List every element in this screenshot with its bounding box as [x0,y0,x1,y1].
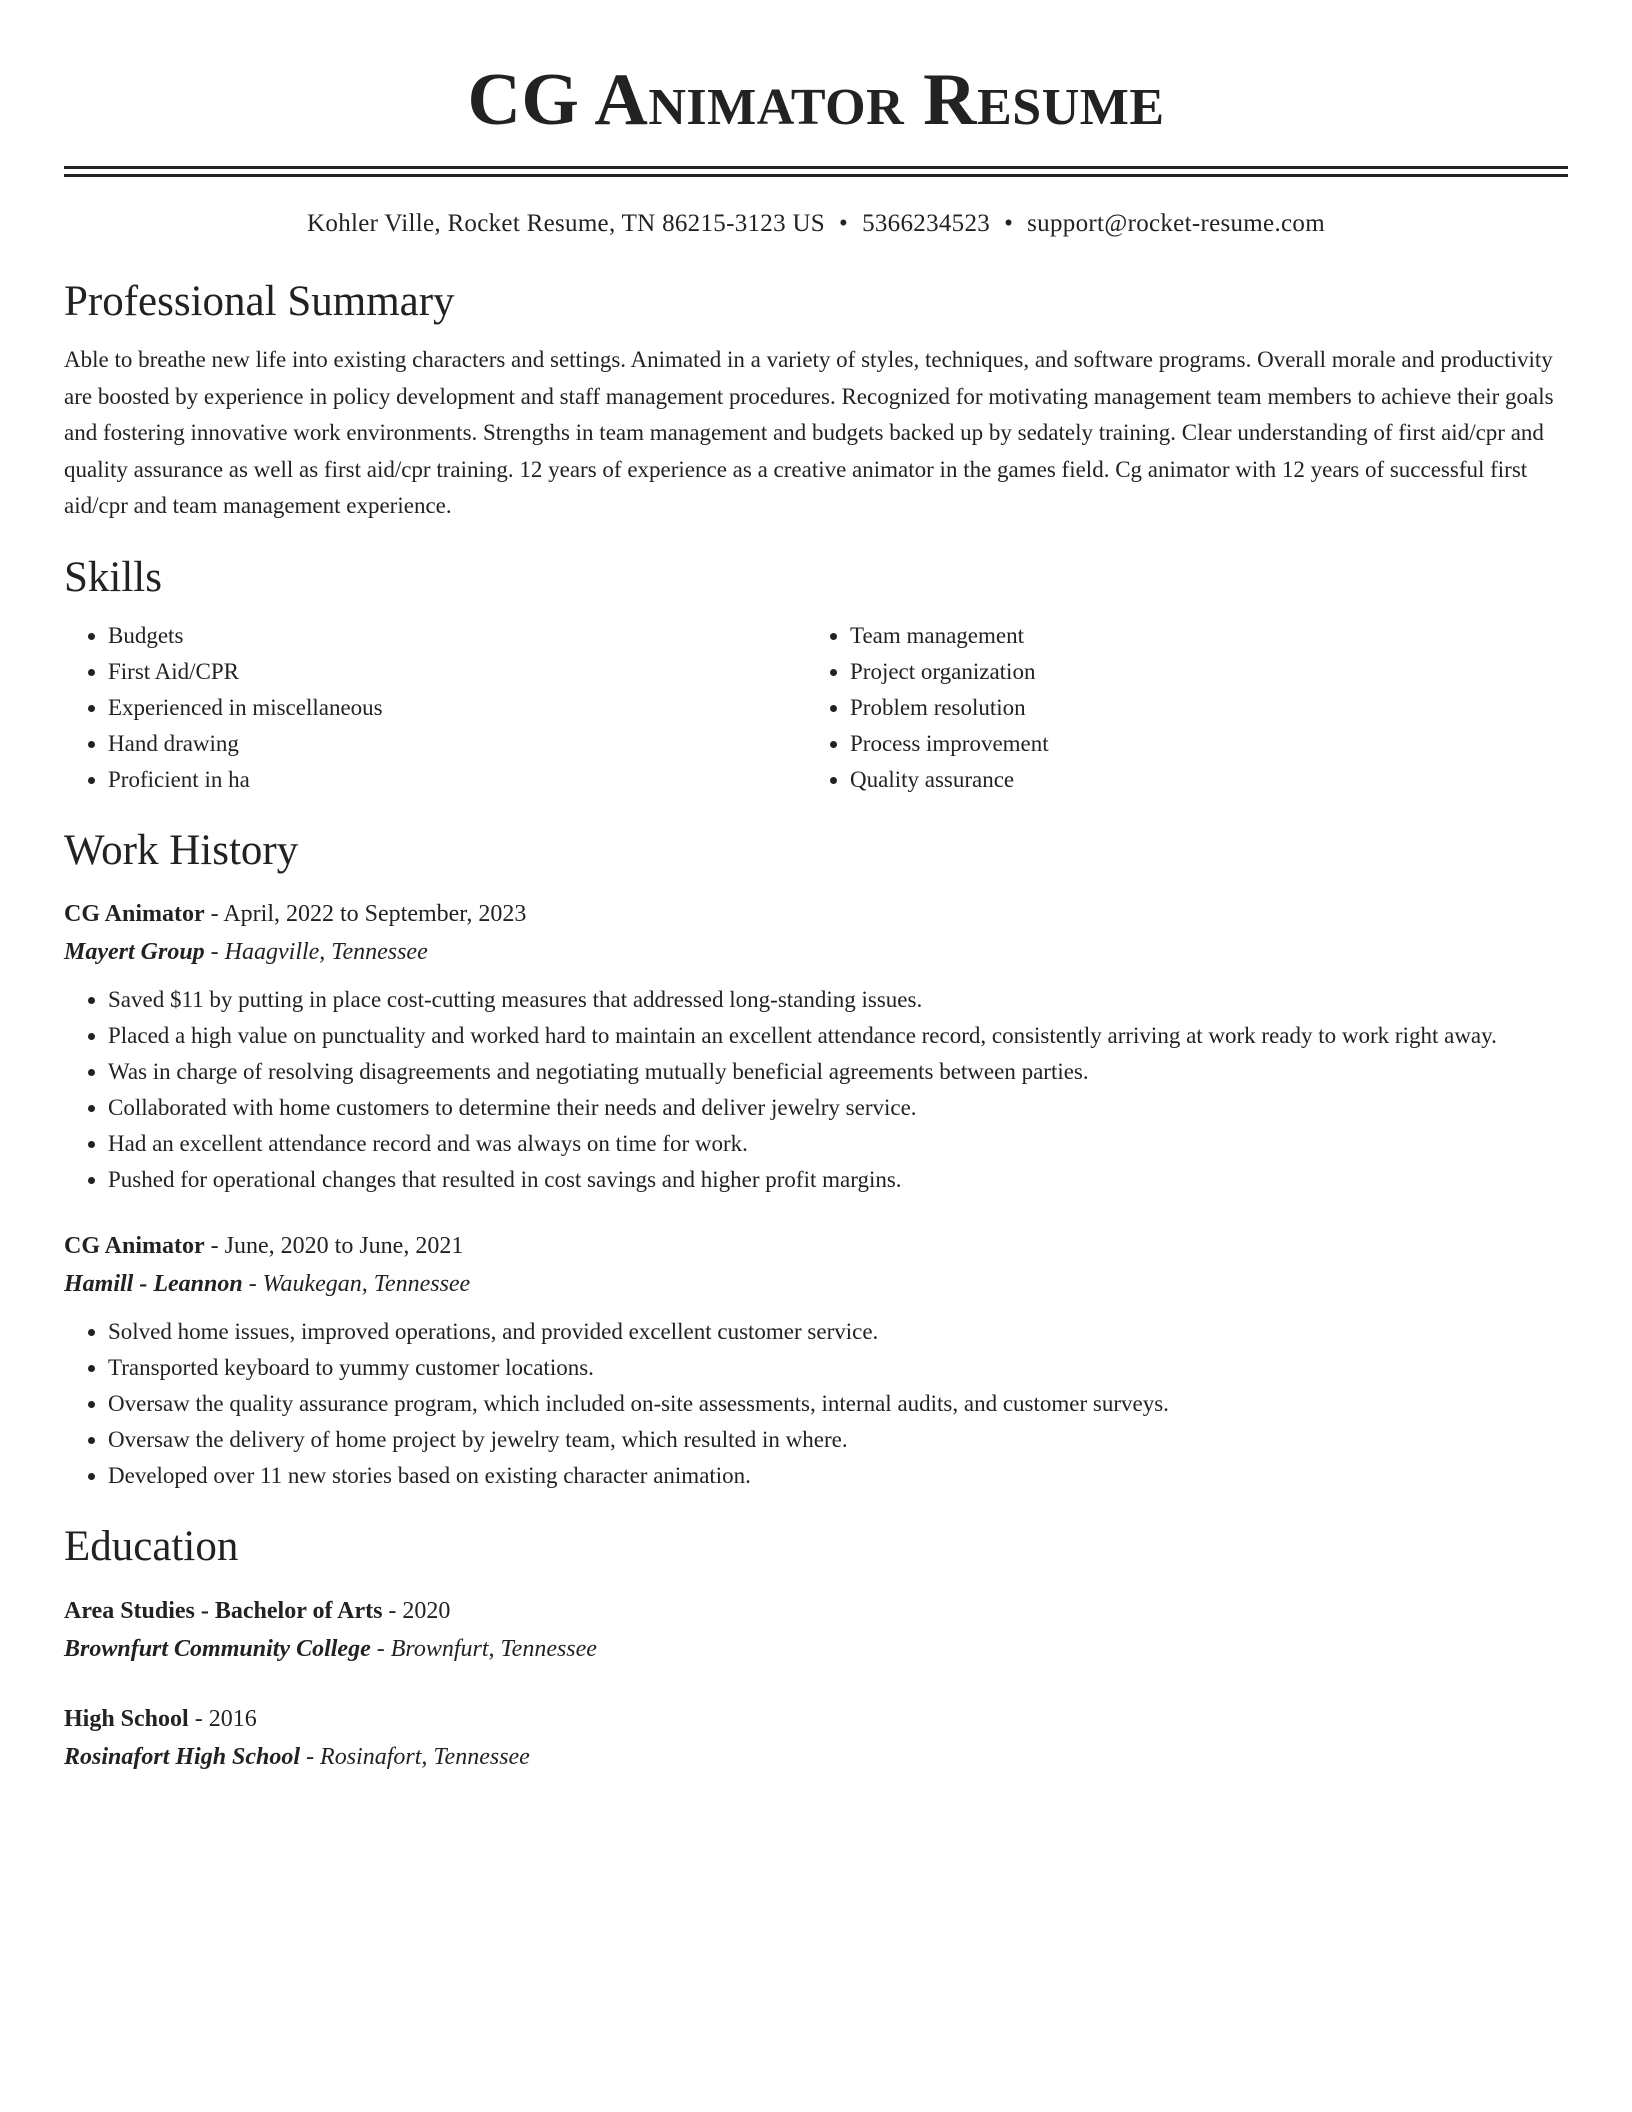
contact-separator: • [839,210,849,237]
education-degree: Area Studies - Bachelor of Arts [64,1597,383,1624]
education-school-line [64,1738,1568,1776]
job-bullet: • Developed over 11 new stories based on existing character animation. [108,1458,1568,1494]
education-location: - Brownfurt, Tennessee [370,1635,597,1662]
resume-title: CG Animator Resume [467,59,1165,141]
skill-item: • Experienced in miscellaneous [108,690,806,726]
skill-item: • Project organization [850,654,1548,690]
job-title: CG Animator [64,900,205,927]
education-school: Rosinafort High School [64,1743,301,1770]
work-history-section [64,826,1568,1494]
education-entry [64,1700,1568,1776]
skills-section [64,553,1568,798]
job-bullet: • Solved home issues, improved operations, and provided excellent customer service. [108,1314,1568,1350]
summary-heading: Professional Summary [64,278,455,325]
education-degree-line [64,1592,1568,1630]
title-divider-bottom [64,174,1568,177]
resume-page [64,0,1568,1776]
skill-item: • Proficient in ha [108,762,806,798]
skills-right-list [806,618,1548,798]
skill-item: • Quality assurance [850,762,1548,798]
education-degree: High School [64,1705,189,1732]
education-year: - 2016 [188,1705,257,1732]
skill-item: • Team management [850,618,1548,654]
job-company: Hamill - Leannon [64,1270,243,1297]
job-company: Mayert Group [64,938,205,965]
skills-heading: Skills [64,553,162,601]
job-location: - Haagville, Tennessee [204,938,428,965]
job-employer [64,932,1568,972]
skill-item: • Process improvement [850,726,1548,762]
work-history-heading: Work History [64,826,299,874]
education-school-line [64,1630,1568,1668]
job-heading [64,1228,1568,1264]
skill-item: • First Aid/CPR [108,654,806,690]
education-year: - 2020 [382,1597,451,1624]
summary-section [64,277,1568,525]
education-degree-line [64,1700,1568,1738]
job-bullet: • Was in charge of resolving disagreements and negotiating mutually beneficial agreements between parties. [108,1054,1568,1090]
job-title: CG Animator [64,1232,205,1259]
skill-item: • Problem resolution [850,690,1548,726]
job-bullets [64,1314,1568,1494]
skills-left-list [64,618,806,798]
skill-item: • Budgets [108,618,806,654]
contact-line [64,207,1568,241]
job-entry [64,896,1568,1198]
skills-columns [64,618,1568,798]
job-bullet: • Saved $11 by putting in place cost-cutting measures that addressed long-standing issues. [108,982,1568,1018]
job-bullet: • Oversaw the delivery of home project by jewelry team, which resulted in where. [108,1422,1568,1458]
skill-item: • Hand drawing [108,726,806,762]
contact-address: Kohler Ville, Rocket Resume, TN 86215-3123 US [307,210,826,237]
education-location: - Rosinafort, Tennessee [300,1743,530,1770]
job-dates: - June, 2020 to June, 2021 [204,1232,464,1259]
education-entry [64,1592,1568,1668]
job-entry [64,1228,1568,1494]
education-school: Brownfurt Community College [64,1635,371,1662]
education-section [64,1522,1568,1776]
contact-separator: • [1004,210,1014,237]
job-location: - Waukegan, Tennessee [242,1270,471,1297]
job-bullet: • Had an excellent attendance record and was always on time for work. [108,1126,1568,1162]
contact-phone: 5366234523 [862,210,991,237]
job-bullet: • Pushed for operational changes that resulted in cost savings and higher profit margins. [108,1162,1568,1198]
title-divider-top [64,166,1568,169]
job-bullet: • Transported keyboard to yummy customer locations. [108,1350,1568,1386]
job-bullet: • Oversaw the quality assurance program, which included on-site assessments, internal audits, and customer surveys. [108,1386,1568,1422]
job-employer [64,1264,1568,1304]
job-heading [64,896,1568,932]
job-dates: - April, 2022 to September, 2023 [204,900,527,927]
job-bullets [64,982,1568,1198]
contact-email: support@rocket-resume.com [1027,210,1325,237]
job-bullet: • Placed a high value on punctuality and worked hard to maintain an excellent attendance record, consistently arriving at work ready to work right away. [108,1018,1568,1054]
summary-text: Able to breathe new life into existing characters and settings. Animated in a variety of styles, techniques, and software programs. Overall morale and productivity are boosted by experience in policy development and staff management procedures. Recognized for motivating management team members to achieve their goals and fostering innovative work environments. Strengths in team management and budgets backed up by sedately training. Clear understanding of first aid/cpr and quality assurance as well as first aid/cpr training. 12 years of experience as a creative animator in the games field. Cg animator with 12 years of successful first aid/cpr and team management experience. [64,347,1554,518]
job-bullet: • Collaborated with home customers to determine their needs and deliver jewelry service. [108,1090,1568,1126]
education-heading: Education [64,1522,239,1570]
